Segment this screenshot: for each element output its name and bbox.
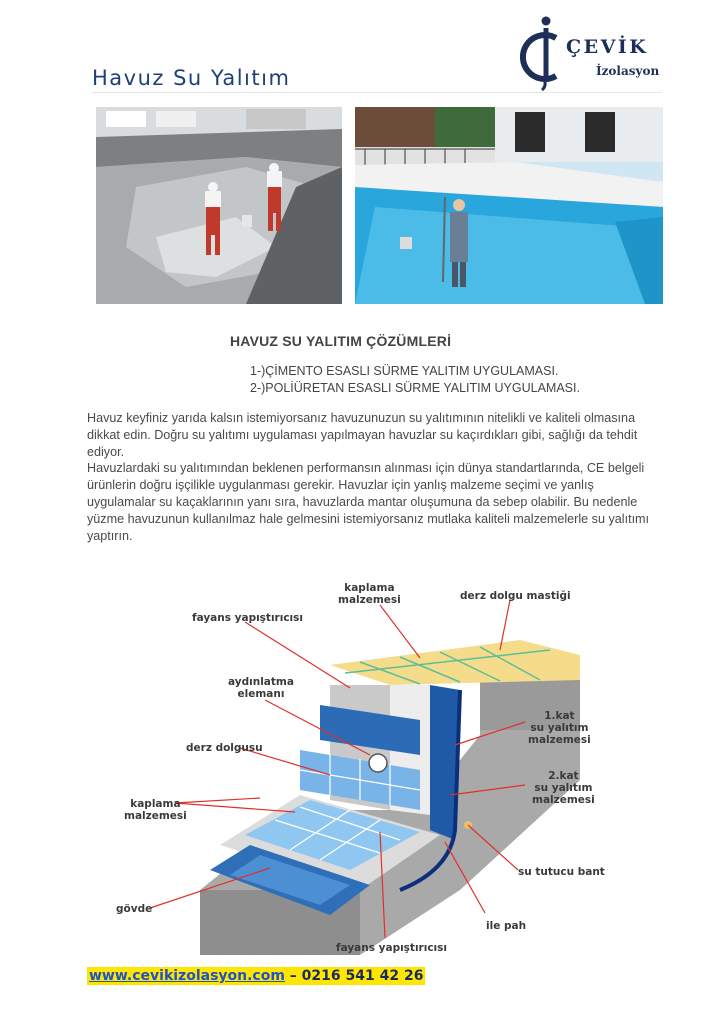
solutions-heading: HAVUZ SU YALITIM ÇÖZÜMLERİ (230, 333, 452, 349)
label-fayans-yapistiricisi-top: fayans yapıştırıcısı (192, 612, 304, 624)
details-paragraph: Havuzlardaki su yalıtımından beklenen performansın alınması için dünya standartlarında, CE belgeli ürünlerin doğru işçilikle uygulanması gerekir. Havuzlar için yanlış malzeme seçimi ve yanlış uygulamalar su kaçaklarının yanı sıra, havuzlarda mantar oluşumuna da sebep olabilir. Bu nedenle yüzme havuzunun kullanılmaz hale gelmesini istemiyorsanız mutlaka kaliteli malzemelerle su yalıtımı yaptırın. (87, 461, 650, 543)
contact-footer (87, 967, 425, 985)
label-kaplama-malzemesi-top: kaplama malzemesi (338, 582, 401, 606)
solution-item-1: 1-)ÇİMENTO ESASLI SÜRME YALITIM UYGULAMASI. (250, 364, 559, 378)
title-divider (92, 92, 662, 93)
label-su-tutucu-bant: su tutucu bant (518, 866, 605, 878)
phone-number: – 0216 541 42 26 (284, 968, 424, 984)
label-aydinlatma-elemani: aydınlatma elemanı (228, 676, 294, 700)
label-derz-dolgu-mastigi: derz dolgu mastiği (460, 590, 571, 602)
label-fayans-yapistiricisi-bottom: fayans yapıştırıcısı (336, 942, 448, 954)
blue-pool-photo (355, 107, 663, 304)
label-kaplama-malzemesi-left: kaplama malzemesi (124, 798, 187, 822)
pool-waterproofing-diagram (100, 570, 640, 960)
solution-item-2: 2-)POLİÜRETAN ESASLI SÜRME YALITIM UYGULAMASI. (250, 381, 580, 395)
label-derz-dolgusu: derz dolgusu (186, 742, 263, 754)
label-govde: gövde (116, 903, 153, 915)
label-ile-pah: ile pah (486, 920, 527, 932)
logo-name: ÇEVİK (566, 36, 649, 58)
pool-cross-section-illustration (100, 570, 640, 960)
page-title: Havuz Su Yalıtım (92, 66, 291, 90)
label-2-kat-su-yalitim: 2.kat su yalıtım malzemesi (532, 770, 595, 806)
intro-paragraph: Havuz keyfiniz yarıda kalsın istemiyorsanız havuzunuzun su yalıtımının nitelikli ve kaliteli olmasına dikkat edin. Doğru su yalıtımı uygulaması yapılmayan havuzlar su kaçırdıkları gibi, sağlığı da tehdit ediyor. (87, 411, 638, 459)
website-link[interactable]: www.cevikizolasyon.com (89, 968, 285, 984)
cement-coating-photo (96, 107, 342, 304)
logo-subtitle: İzolasyon (596, 64, 660, 78)
label-1-kat-su-yalitim: 1.kat su yalıtım malzemesi (528, 710, 591, 746)
